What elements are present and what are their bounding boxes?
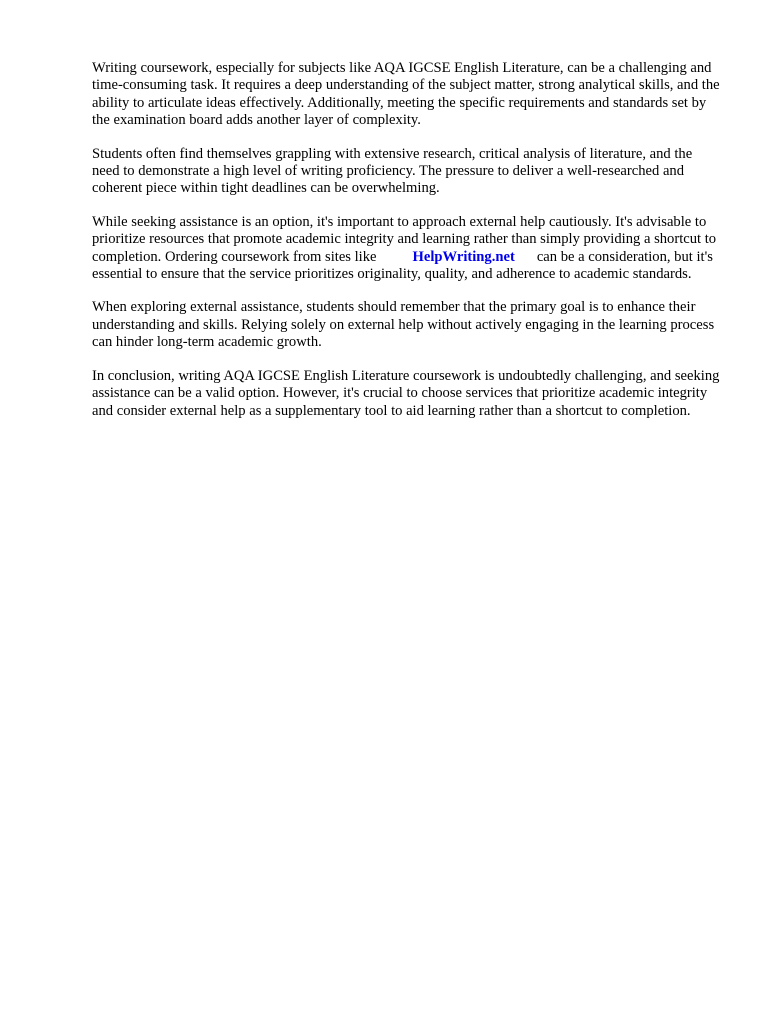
paragraph-challenges: Students often find themselves grappling with extensive research, critical analysis of literature, and the need to demonstrate a high level of writing proficiency. The pressure to deliver a well-researched and coherent piece within tight deadlines can be overwhelming. bbox=[92, 145, 693, 197]
paragraph-conclusion: In conclusion, writing AQA IGCSE English Literature coursework is undoubtedly challenging, and seeking assistance can be a valid option. However, it's crucial to choose services that prioritize academic integrity and consider external help as a supplementary tool to aid learning rather than a shortcut to completion. bbox=[92, 367, 720, 419]
paragraph-assistance-after: can be a consideration, but it's essential to ensure that the service prioritizes originality, quality, and adherence to academic standards. bbox=[92, 248, 713, 283]
paragraph-intro: Writing coursework, especially for subjects like AQA IGCSE English Literature, can be a challenging and time-consuming task. It requires a deep understanding of the subject matter, strong analytical skills, and the ability to articulate ideas effectively. Additionally, meeting the specific requirements and standards set by the examination board adds another layer of complexity. bbox=[92, 60, 720, 129]
paragraph-exploring: When exploring external assistance, students should remember that the primary goal is to enhance their understanding and skills. Relying solely on external help without actively engaging in the learning process can hinder long-term academic growth. bbox=[92, 299, 715, 351]
document-body bbox=[92, 60, 722, 436]
helpwriting-link[interactable]: HelpWriting.net bbox=[412, 248, 515, 265]
paragraph-assistance bbox=[92, 214, 722, 284]
paragraph-assistance-before: While seeking assistance is an option, it's important to approach external help cautiously. It's advisable to prioritize resources that promote academic integrity and learning rather than simply providing a shortcut to completion. Ordering coursework from sites like bbox=[92, 213, 717, 265]
